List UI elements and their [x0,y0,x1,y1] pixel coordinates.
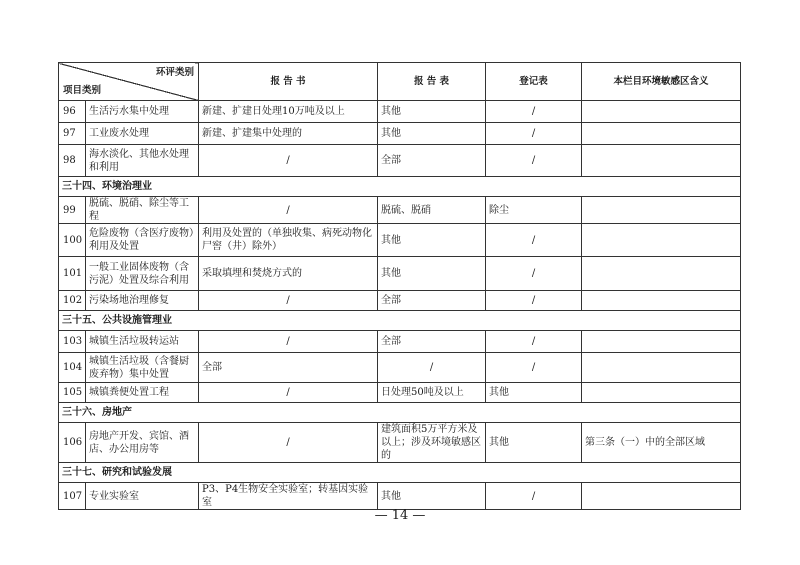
project-type-cell: 生活污水集中处理 [86,101,199,123]
registration-cell: / [486,145,582,177]
report-book-cell: / [199,423,378,463]
table-row [59,197,741,224]
sensitive-area-cell [582,257,741,291]
section-row [59,177,741,197]
registration-cell: / [486,257,582,291]
project-type-cell: 专业实验室 [86,483,199,510]
row-number: 97 [59,123,86,145]
table-row [59,353,741,383]
report-book-cell: 新建、扩建日处理10万吨及以上 [199,101,378,123]
registration-cell: 除尘 [486,197,582,224]
header-project-category: 项目类别 [63,85,102,96]
report-form-cell: 其他 [378,257,486,291]
report-form-cell: 全部 [378,145,486,177]
header-report-form: 报 告 表 [378,63,486,101]
header-report-book: 报 告 书 [199,63,378,101]
section-row [59,311,741,331]
registration-cell: / [486,291,582,311]
table-row [59,291,741,311]
project-type-cell: 污染场地治理修复 [86,291,199,311]
table-row [59,257,741,291]
section-title: 三十六、房地产 [59,403,741,423]
sensitive-area-cell [582,353,741,383]
sensitive-area-cell [582,224,741,257]
project-type-cell: 一般工业固体废物（含污泥）处置及综合利用 [86,257,199,291]
registration-cell: / [486,224,582,257]
header-sensitive-area: 本栏目环境敏感区含义 [582,63,741,101]
row-number: 106 [59,423,86,463]
report-form-cell: 其他 [378,123,486,145]
report-book-cell: 全部 [199,353,378,383]
row-number: 107 [59,483,86,510]
sensitive-area-cell [582,145,741,177]
row-number: 103 [59,331,86,353]
header-env-category: 环评类别 [155,67,194,78]
row-number: 105 [59,383,86,403]
report-book-cell: P3、P4生物安全实验室；转基因实验室 [199,483,378,510]
table-row [59,383,741,403]
report-book-cell: / [199,383,378,403]
project-type-cell: 海水淡化、其他水处理和利用 [86,145,199,177]
report-book-cell: 新建、扩建集中处理的 [199,123,378,145]
report-form-cell: 全部 [378,291,486,311]
report-book-cell: / [199,197,378,224]
table-row [59,123,741,145]
report-form-cell: 脱硫、脱硝 [378,197,486,224]
report-book-cell: 利用及处置的（单独收集、病死动物化尸窖（井）除外） [199,224,378,257]
section-title: 三十七、研究和试验发展 [59,463,741,483]
sensitive-area-cell [582,291,741,311]
table-row [59,331,741,353]
row-number: 100 [59,224,86,257]
report-book-cell: / [199,331,378,353]
classification-table [58,62,741,510]
row-number: 96 [59,101,86,123]
sensitive-area-cell: 第三条（一）中的全部区域 [582,423,741,463]
registration-cell: 其他 [486,423,582,463]
registration-cell: / [486,353,582,383]
registration-cell: / [486,101,582,123]
project-type-cell: 工业废水处理 [86,123,199,145]
table-row [59,423,741,463]
page-number: — 14 — [374,508,426,523]
registration-cell: / [486,123,582,145]
project-type-cell: 城镇粪便处置工程 [86,383,199,403]
row-number: 104 [59,353,86,383]
row-number: 101 [59,257,86,291]
registration-cell: / [486,331,582,353]
sensitive-area-cell [582,101,741,123]
section-row [59,463,741,483]
report-form-cell: 其他 [378,224,486,257]
report-book-cell: 采取填埋和焚烧方式的 [199,257,378,291]
table-row [59,101,741,123]
project-type-cell: 城镇生活垃圾转运站 [86,331,199,353]
project-type-cell: 房地产开发、宾馆、酒店、办公用房等 [86,423,199,463]
report-form-cell: 日处理50吨及以上 [378,383,486,403]
sensitive-area-cell [582,483,741,510]
project-type-cell: 危险废物（含医疗废物）利用及处置 [86,224,199,257]
sensitive-area-cell [582,383,741,403]
report-form-cell: / [378,353,486,383]
sensitive-area-cell [582,123,741,145]
header-registration: 登记表 [486,63,582,101]
row-number: 102 [59,291,86,311]
table-row [59,224,741,257]
project-type-cell: 脱硫、脱硝、除尘等工程 [86,197,199,224]
section-row [59,403,741,423]
report-book-cell: / [199,291,378,311]
report-form-cell: 其他 [378,101,486,123]
project-type-cell: 城镇生活垃圾（含餐厨废弃物）集中处置 [86,353,199,383]
table-row [59,483,741,510]
sensitive-area-cell [582,197,741,224]
report-form-cell: 全部 [378,331,486,353]
registration-cell: / [486,483,582,510]
registration-cell: 其他 [486,383,582,403]
table-row [59,145,741,177]
header-diagonal-cell [59,63,199,101]
header-row [59,63,741,101]
row-number: 99 [59,197,86,224]
report-form-cell: 建筑面积5万平方米及以上；涉及环境敏感区的 [378,423,486,463]
report-book-cell: / [199,145,378,177]
report-form-cell: 其他 [378,483,486,510]
row-number: 98 [59,145,86,177]
section-title: 三十四、环境治理业 [59,177,741,197]
sensitive-area-cell [582,331,741,353]
section-title: 三十五、公共设施管理业 [59,311,741,331]
